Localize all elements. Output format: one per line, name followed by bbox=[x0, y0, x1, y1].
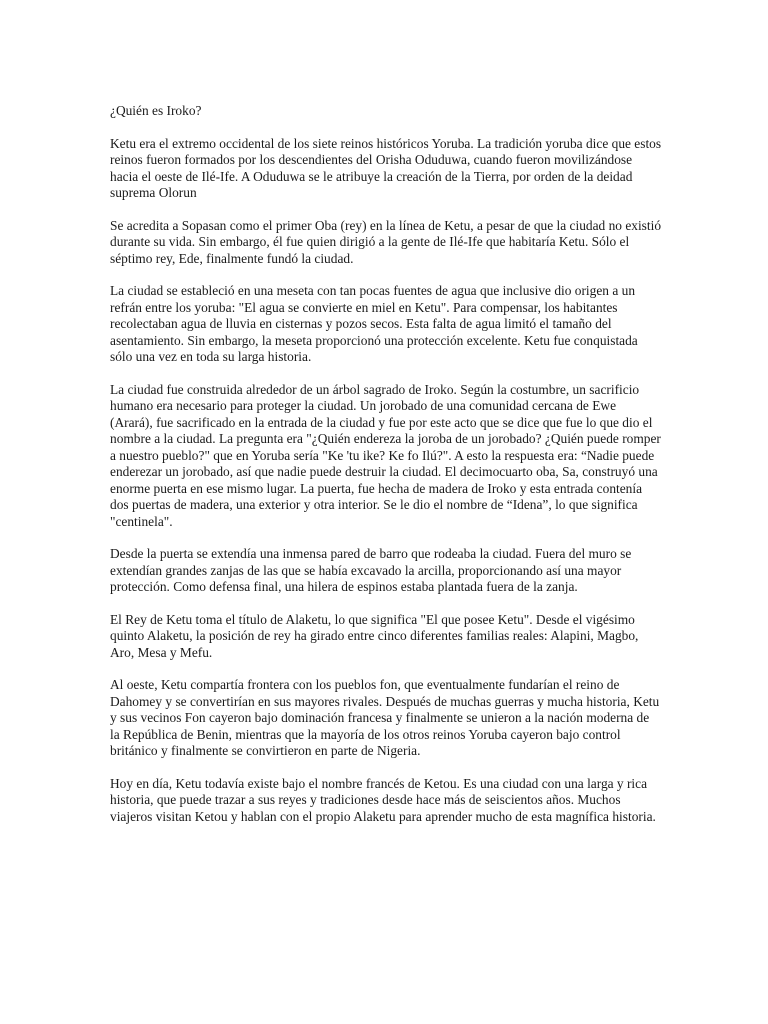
paragraph-city-wall: Desde la puerta se extendía una inmensa pared de barro que rodeaba la ciudad. Fuera del muro se extendían grandes zanjas de las que se había excavado la arcilla, proporcionando así una mayor protección. Como defensa final, una hilera de espinos estaba plantada fuera de la zanja. bbox=[110, 546, 632, 594]
document-title: ¿Quién es Iroko? bbox=[110, 103, 202, 118]
paragraph-alaketu: El Rey de Ketu toma el título de Alaketu, lo que significa "El que posee Ketu". Desde el vigésimo quinto Alaketu, la posición de rey ha girado entre cinco diferentes familias reales: Alapini, Magbo, Aro, Mesa y Mefu. bbox=[110, 611, 639, 660]
paragraph-sopasan: Se acredita a Sopasan como el primer Oba (rey) en la línea de Ketu, a pesar de que la ciudad no existió durante su vida. Sin embargo, él fue quien dirigió a la gente de Ilé-Ife que habitaría Ketu. Sólo el séptimo rey, Ede, finalmente fundó la ciudad. bbox=[110, 217, 662, 266]
paragraph-dahomey: Al oeste, Ketu compartía frontera con los pueblos fon, que eventualmente fundarían el reino de Dahomey y se convertirían en sus mayores rivales. Después de muchas guerras y mucha historia, Ketu y sus vecinos Fon cayeron bajo dominación francesa y finalmente se unieron a la nación moderna de la República de Benin, mientras que la mayoría de los otros reinos Yoruba cayeron bajo control británico y finalmente se convirtieron en parte de Nigeria. bbox=[110, 677, 660, 758]
paragraph-iroko-tree: La ciudad fue construida alrededor de un árbol sagrado de Iroko. Según la costumbre, un sacrificio humano era necesario para proteger la ciudad. Un jorobado de una comunidad cercana de Ewe (Arará), fue sacrificado en la entrada de la ciudad y fue por este acto que se dice que fue lo que dio el nombre a la ciudad. La pregunta era "¿Quién endereza la joroba de un jorobado? ¿Quién puede romper a nuestro pueblo?" que en Yoruba sería "Ke 'tu ike? Ke fo Ilú?". A esto la respuesta era: “Nadie puede enderezar un jorobado, así que nadie puede destruir la ciudad. El decimocuarto oba, Sa, construyó una enorme puerta en ese mismo lugar. La puerta, fue hecha de madera de Iroko y esta entrada contenía dos puertas de madera, una exterior y otra interior. Se le dio el nombre de “Idena”, lo que significa "centinela". bbox=[110, 381, 661, 529]
paragraph-ketu-origin: Ketu era el extremo occidental de los siete reinos históricos Yoruba. La tradición yoruba dice que estos reinos fueron formados por los descendientes del Orisha Oduduwa, cuando fueron movilizándose hacia el oeste de Ilé-Ife. A Oduduwa se le atribuye la creación de la Tierra, por orden de la deidad suprema Olorun bbox=[110, 135, 662, 200]
paragraph-plateau-water: La ciudad se estableció en una meseta con tan pocas fuentes de agua que inclusive dio origen a un refrán entre los yoruba: "El agua se convierte en miel en Ketu". Para compensar, los habitantes recolectaban agua de lluvia en cisternas y pozos secos. Esta falta de agua limitó el tamaño del asentamiento. Sin embargo, la meseta proporcionó una protección excelente. Ketu fue conquistada sólo una vez en toda su larga historia. bbox=[110, 283, 638, 364]
document-body bbox=[110, 103, 662, 841]
paragraph-ketou-today: Hoy en día, Ketu todavía existe bajo el nombre francés de Ketou. Es una ciudad con una larga y rica historia, que puede trazar a sus reyes y tradiciones desde hace más de seiscientos años. Muchos viajeros visitan Ketou y hablan con el propio Alaketu para aprender mucho de esta magnífica historia. bbox=[110, 775, 656, 824]
